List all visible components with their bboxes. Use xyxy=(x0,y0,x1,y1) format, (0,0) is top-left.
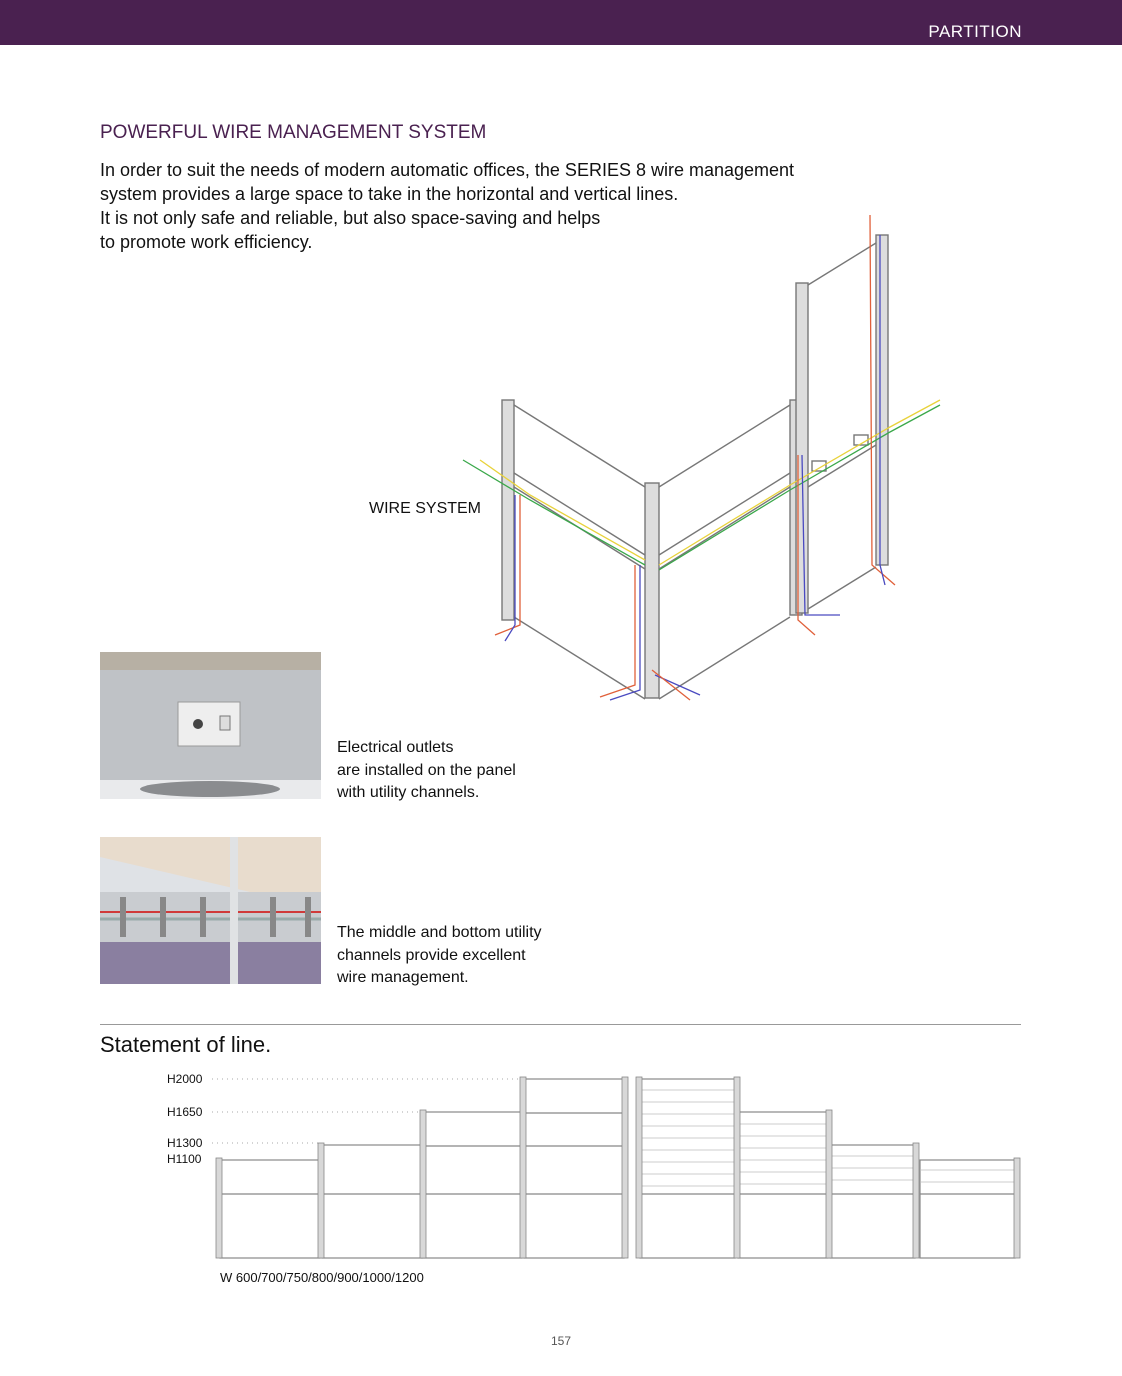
page-heading: POWERFUL WIRE MANAGEMENT SYSTEM xyxy=(100,122,487,143)
intro-line: system provides a large space to take in the horizontal and vertical lines. xyxy=(100,184,679,204)
outlet-caption xyxy=(337,737,516,805)
height-label-h1650: H1650 xyxy=(167,1105,203,1119)
caption-line: channels provide excellent xyxy=(337,946,526,964)
height-label-h2000: H2000 xyxy=(167,1072,203,1086)
header-bar xyxy=(0,0,1122,45)
section-divider xyxy=(100,1024,1021,1025)
caption-line: Electrical outlets xyxy=(337,739,454,756)
caption-line: The middle and bottom utility xyxy=(337,924,542,941)
intro-line: to promote work efficiency. xyxy=(100,232,313,252)
statement-title: Statement of line. xyxy=(100,1032,272,1057)
intro-line: In order to suit the needs of modern automatic offices, the SERIES 8 wire management xyxy=(100,160,795,180)
panel-height-lineup xyxy=(160,1068,1030,1268)
utility-channel-caption xyxy=(337,922,542,990)
caption-line: are installed on the panel xyxy=(337,761,516,779)
wire-system-diagram xyxy=(440,205,960,715)
caption-line: wire management. xyxy=(337,969,469,986)
page-number: 157 xyxy=(550,1334,572,1348)
utility-channel-photo xyxy=(100,837,321,984)
outlet-photo xyxy=(100,652,321,799)
height-label-h1300: H1300 xyxy=(167,1136,203,1150)
width-options-label: W 600/700/750/800/900/1000/1200 xyxy=(220,1270,424,1285)
caption-line: with utility channels. xyxy=(337,784,480,801)
wire-system-label: WIRE SYSTEM xyxy=(369,500,482,517)
intro-line: It is not only safe and reliable, but also space-saving and helps xyxy=(100,208,601,228)
height-label-h1100: H1100 xyxy=(167,1152,202,1166)
section-title: PARTITION xyxy=(928,22,1022,41)
